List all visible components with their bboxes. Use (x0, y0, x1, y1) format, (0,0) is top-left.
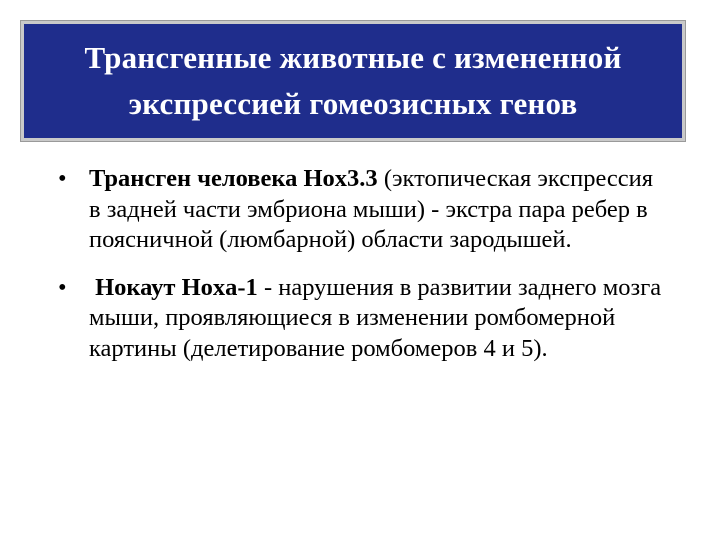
title-banner (21, 21, 685, 141)
slide-title-line-2: экспрессией гомеозисных генов (128, 86, 578, 121)
bullet-heading: Трансген человека Hox3.3 (89, 165, 378, 192)
bullet-item-hox33 (58, 164, 668, 256)
bullet-dot-icon: • (58, 273, 67, 301)
bullet-dot-icon: • (58, 165, 67, 192)
slide-title (84, 35, 621, 127)
bullet-item-hoxa1 (58, 273, 668, 365)
bullet-text: - нарушения в развитии заднего мозга мыши, проявляющиеся в изменении ромбомерной картины (делетирование ромбомеров 4 и 5). (89, 273, 662, 362)
bullet-text: (эктопическая экспрессия в задней части эмбриона мыши) - экстра пара ребер в поясничной (люмбарной) области зародышей. (89, 165, 654, 253)
bullet-heading: Нокаут Hoxa-1 (89, 273, 258, 301)
bullet-list (58, 164, 668, 381)
slide-title-line-1: Трансгенные животные с измененной (84, 40, 622, 75)
